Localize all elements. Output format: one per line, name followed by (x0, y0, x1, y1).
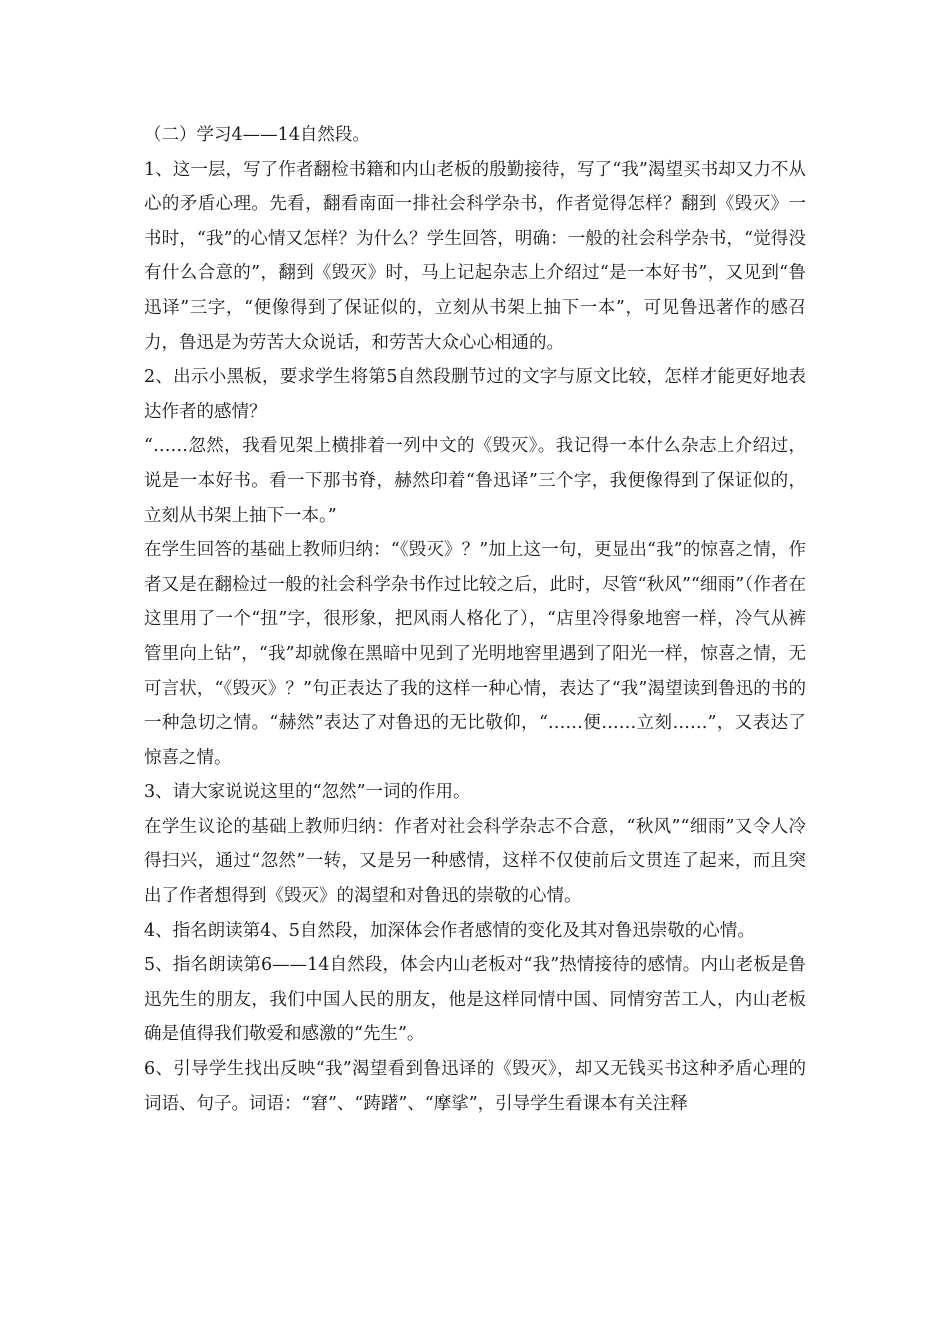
paragraph: 3、请大家说说这里的“忽然”一词的作用。 (144, 782, 471, 803)
paragraph: 在学生回答的基础上教师归纳：“《毁灭》？”加上这一句，更显出“我”的惊喜之情，作者又是在翻检过一般的社会科学杂书作过比较之后，此时，尽管“秋风”“细雨”（作者在这里用了一个“扭”字，很形象，把风雨人格化了），“店里冷得象地窖一样，冷气从裤管里向上钻”，“我”却就像在黑暗中见到了光明地窖里遇到了阳光一样，惊喜之情，无可言状，“《毁灭》？”句正表达了我的这样一种心情，表达了“我”渴望读到鲁迅的书的一种急切之情。“赫然”表达了对鲁迅的无比敬仰，“……便……立刻……”，又表达了惊喜之情。 (144, 540, 806, 768)
document-body (144, 118, 806, 1121)
paragraph: 6、引导学生找出反映“我”渴望看到鲁迅译的《毁灭》，却又无钱买书这种矛盾心理的词语、句子。词语：“窘”、“踌躇”、“摩挲”，引导学生看课本有关注释 (144, 1059, 806, 1114)
section-heading: （二）学习4——14自然段。 (144, 125, 370, 145)
paragraph: 4、指名朗读第4、5自然段，加深体会作者感情的变化及其对鲁迅崇敬的心情。 (144, 920, 755, 941)
paragraph: 在学生议论的基础上教师归纳：作者对社会科学杂志不合意，“秋风”“细雨”又令人冷得扫兴，通过“忽然”一转，又是另一种感情，这样不仅使前后文贯连了起来，而且突出了作者想得到《毁灭》的渴望和对鲁迅的崇敬的心情。 (144, 816, 806, 907)
paragraph: 2、出示小黑板，要求学生将第5自然段删节过的文字与原文比较，怎样才能更好地表达作者的感情？ (144, 367, 806, 422)
paragraph: 1、这一层，写了作者翻检书籍和内山老板的殷勤接待，写了“我”渴望买书却又力不从心的矛盾心理。先看，翻看南面一排社会科学杂书，作者觉得怎样？翻到《毁灭》一书时，“我”的心情又怎样？为什么？学生回答，明确：一般的社会科学杂书，“觉得没有什么合意的”，翻到《毁灭》时，马上记起杂志上介绍过“是一本好书”，又见到“鲁迅译”三字，“便像得到了保证似的，立刻从书架上抽下一本”，可见鲁迅著作的感召力，鲁迅是为劳苦大众说话，和劳苦大众心心相通的。 (144, 159, 806, 353)
quoted-passage: “……忽然，我看见架上横排着一列中文的《毁灭》。我记得一本什么杂志上介绍过，说是一本好书。看一下那书脊，赫然印着“鲁迅译”三个字，我便像得到了保证似的，立刻从书架上抽下一本。” (144, 436, 806, 526)
paragraph: 5、指名朗读第6——14自然段，体会内山老板对“我”热情接待的感情。内山老板是鲁迅先生的朋友，我们中国人民的朋友，他是这样同情中国、同情穷苦工人，内山老板确是值得我们敬爱和感激的“先生”。 (144, 955, 806, 1045)
